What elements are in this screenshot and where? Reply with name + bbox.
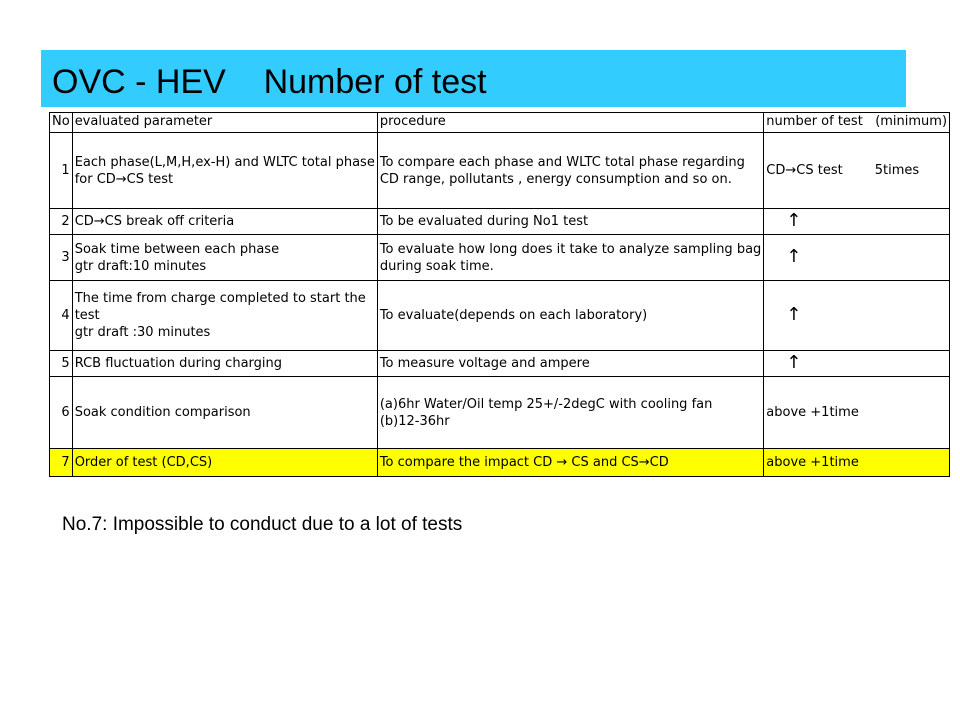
procedure-line: To compare the impact CD → CS and CS→CD bbox=[379, 455, 669, 470]
procedure-line: To evaluate(depends on each laboratory) bbox=[379, 308, 648, 323]
row-param bbox=[72, 281, 377, 351]
ditto-arrow-icon: ↑ bbox=[786, 210, 802, 231]
param-line: CD→CS break off criteria bbox=[74, 214, 235, 229]
row-number: above +1time bbox=[764, 449, 950, 477]
number-value: CD→CS test bbox=[766, 163, 843, 178]
row-param bbox=[72, 133, 377, 209]
row-param bbox=[72, 209, 377, 235]
procedure-line: To evaluate how long does it take to analyze sampling bag bbox=[379, 241, 762, 257]
procedure-line: (b)12-36hr bbox=[379, 413, 450, 429]
row-no: 3 bbox=[50, 235, 73, 281]
times-value: 5times bbox=[874, 163, 920, 178]
param-line: Soak condition comparison bbox=[74, 405, 251, 420]
procedure-line: To compare each phase and WLTC total phase regarding bbox=[379, 154, 745, 170]
row-no: 7 bbox=[50, 449, 73, 477]
row-procedure bbox=[377, 235, 763, 281]
row-no: 1 bbox=[50, 133, 73, 209]
param-line: RCB fluctuation during charging bbox=[74, 356, 283, 371]
table-header-row bbox=[50, 113, 950, 133]
row-procedure bbox=[377, 209, 763, 235]
row-procedure bbox=[377, 351, 763, 377]
row-param bbox=[72, 235, 377, 281]
row-number: above +1time bbox=[764, 377, 950, 449]
param-line: Order of test (CD,CS) bbox=[74, 455, 213, 470]
row-procedure bbox=[377, 377, 763, 449]
row-procedure bbox=[377, 449, 763, 477]
row-no: 4 bbox=[50, 281, 73, 351]
header-no: No bbox=[50, 113, 73, 133]
procedure-line: during soak time. bbox=[379, 258, 494, 274]
procedure-line: CD range, pollutants , energy consumption and so on. bbox=[379, 171, 732, 187]
table-row bbox=[50, 235, 950, 281]
row-procedure bbox=[377, 281, 763, 351]
table-row bbox=[50, 281, 950, 351]
row-param bbox=[72, 449, 377, 477]
procedure-line: To be evaluated during No1 test bbox=[379, 214, 589, 229]
param-line: Each phase(L,M,H,ex-H) and WLTC total phase bbox=[74, 154, 375, 170]
row-param bbox=[72, 377, 377, 449]
procedure-line: (a)6hr Water/Oil temp 25+/-2degC with cooling fan bbox=[379, 396, 713, 412]
table-row bbox=[50, 209, 950, 235]
table-row bbox=[50, 133, 950, 209]
row-param bbox=[72, 351, 377, 377]
ditto-arrow-icon: ↑ bbox=[786, 304, 802, 325]
header-procedure: procedure bbox=[377, 113, 763, 133]
param-line: gtr draft :30 minutes bbox=[74, 325, 211, 340]
param-line: for CD→CS test bbox=[74, 171, 174, 187]
row-number bbox=[764, 281, 950, 351]
param-line: Soak time between each phase bbox=[74, 241, 280, 257]
page-title: OVC - HEV Number of test bbox=[52, 63, 487, 101]
param-line: gtr draft:10 minutes bbox=[74, 258, 207, 274]
row-no: 2 bbox=[50, 209, 73, 235]
table-row bbox=[50, 351, 950, 377]
table-row-highlighted bbox=[50, 449, 950, 477]
param-line: The time from charge completed to start the bbox=[74, 291, 366, 306]
row-no: 5 bbox=[50, 351, 73, 377]
test-table bbox=[49, 112, 950, 477]
procedure-line: To measure voltage and ampere bbox=[379, 356, 590, 371]
row-number bbox=[764, 209, 950, 235]
header-param: evaluated parameter bbox=[72, 113, 377, 133]
ditto-arrow-icon: ↑ bbox=[786, 246, 802, 267]
ditto-arrow-icon: ↑ bbox=[786, 352, 802, 373]
header-number: number of test (minimum) bbox=[764, 113, 950, 133]
row-no: 6 bbox=[50, 377, 73, 449]
table-row bbox=[50, 377, 950, 449]
param-line: test bbox=[74, 308, 100, 323]
row-number bbox=[764, 351, 950, 377]
footnote: No.7: Impossible to conduct due to a lot of tests bbox=[62, 514, 463, 535]
row-number bbox=[764, 133, 950, 209]
row-procedure bbox=[377, 133, 763, 209]
row-number bbox=[764, 235, 950, 281]
